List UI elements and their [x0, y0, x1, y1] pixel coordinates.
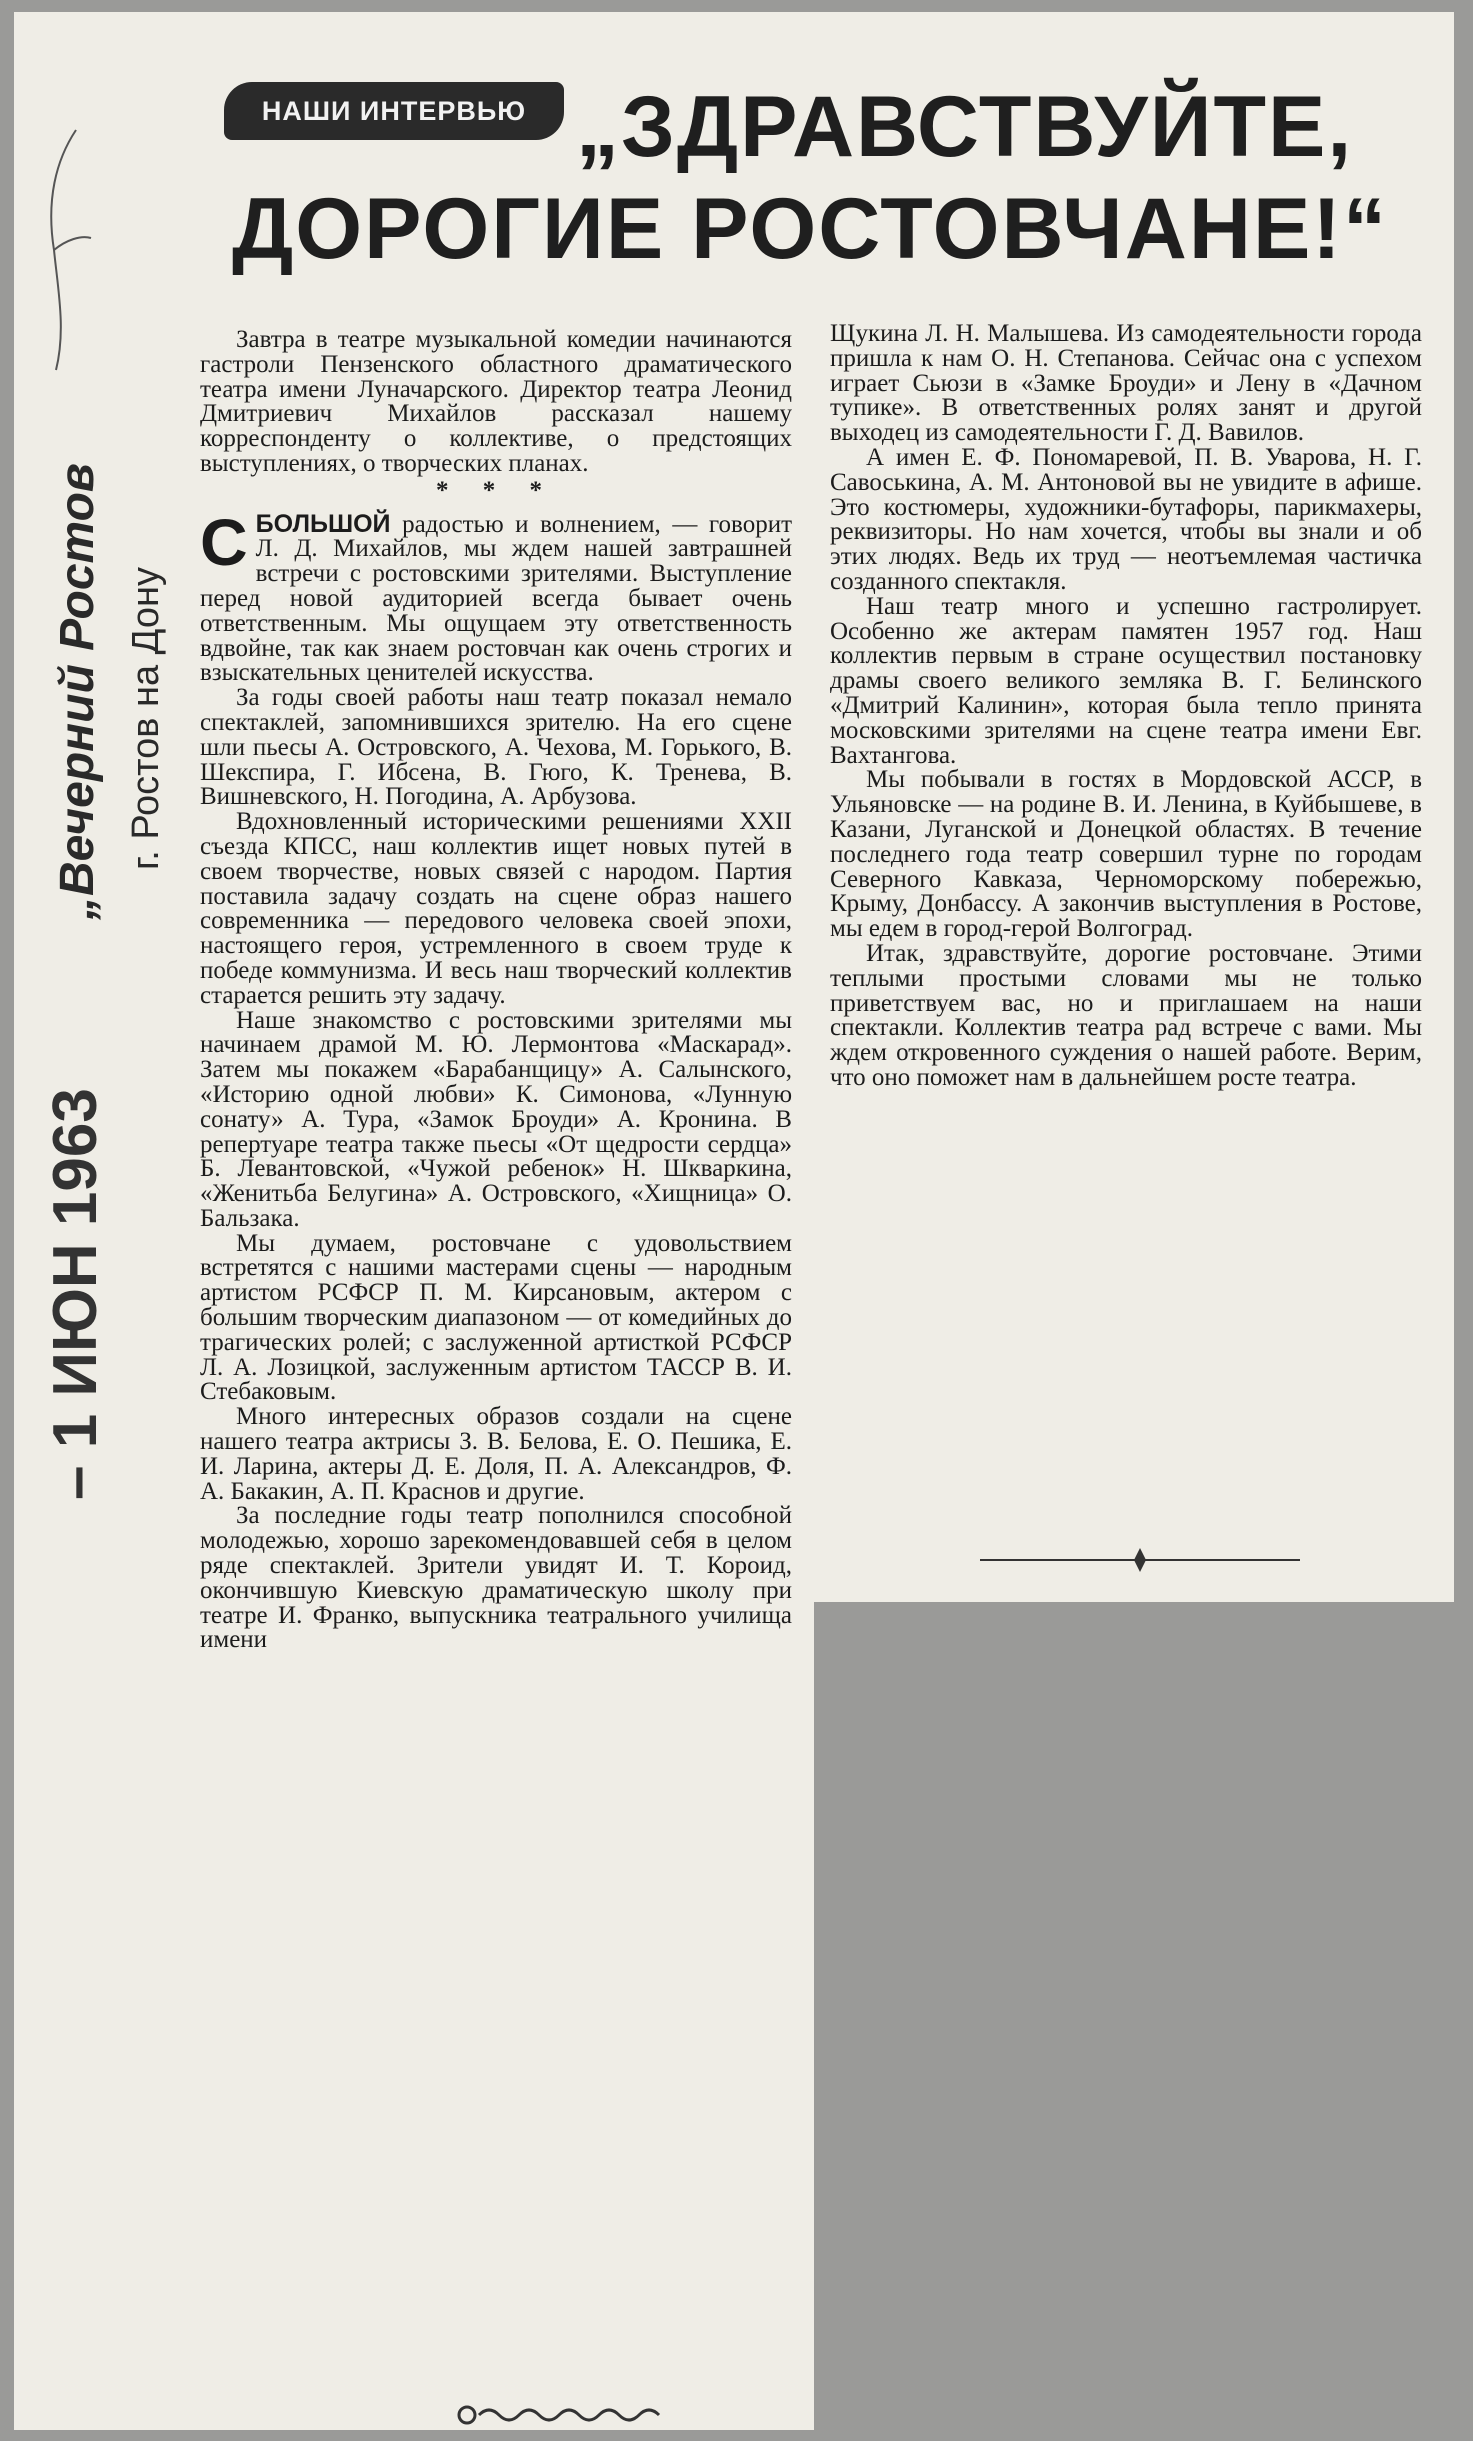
- headline-line-2: ДОРОГИЕ РОСТОВЧАНЕ!“: [232, 181, 1388, 277]
- end-ornament-line: [980, 1545, 1300, 1575]
- newspaper-name-note: „Вечерний Ростов: [51, 463, 104, 920]
- article-paragraph: Много интересных образов создали на сцене нашего театра актрисы З. В. Белова, Е. О. Пешика, Е. И. Ларина, актеры Д. Е. Доля, П. А. Александров, Ф. А. Бакакин, А. П. Краснов и другие.: [200, 1403, 792, 1505]
- article-paragraph: [200, 504, 792, 687]
- end-ornament-wave: [455, 2400, 665, 2430]
- date-stamp: – 1 ИЮН 1963: [41, 1088, 110, 1500]
- article-paragraph: А имен Е. Ф. Пономаревой, П. В. Уварова, Н. Г. Савоськина, А. М. Антоновой вы не увидите в афише. Это костюмеры, художники-бутафоры, парикмахеры, реквизиторы. Но нам хочется, чтобы вы знали и об этих людях. Ведь их труд — неотъемлемая частичка созданного спектакля.: [830, 443, 1422, 595]
- intro-paragraph: Завтра в театре музыкальной комедии начинаются гастроли Пензенского областного драматического театра имени Луначарского. Директор театра Леонид Дмитриевич Михайлов рассказал нашему корреспонденту о коллективе, о предстоящих выступлениях, о творческих планах.: [200, 326, 792, 477]
- article-paragraph: За годы своей работы наш театр показал немало спектаклей, запомнившихся зрителю. На его сцене шли пьесы А. Островского, А. Чехова, М. Горького, В. Шекспира, Г. Ибсена, В. Гюго, К. Тренева, В. Вишневского, Н. Погодина, А. Арбузова.: [200, 684, 792, 811]
- clipping-paper-lower: [14, 1580, 814, 2430]
- article-paragraph: Наше знакомство с ростовскими зрителями мы начинаем драмой М. Ю. Лермонтова «Маскарад». Затем мы покажем «Барабанщицу» А. Салынского, «Историю одной любви» К. Симонова, «Лунную сонату» А. Тура, «Замок Броуди» А. Кронина. В репертуаре театра также пьесы «От щедрости сердца» Б. Левантовской, «Чужой ребенок» Н. Шкваркина, «Женитьба Белугина» А. Островского, «Хищница» О. Бальзака.: [200, 1006, 792, 1232]
- headline-line-1: „ЗДРАВСТВУЙТЕ,: [576, 79, 1354, 175]
- article-paragraph: Наш театр много и успешно гастролирует. Особенно же актерам памятен 1957 год. Наш коллектив первым в стране осуществил постановку драмы своего великого земляка В. Г. Белинского «Дмитрий Калинин», которая была тепло принята московскими зрителями на сцене театра имени Евг. Вахтангова.: [830, 592, 1422, 769]
- article-paragraph: Итак, здравствуйте, дорогие ростовчане. Этими теплыми простыми словами мы не только приветствуем вас, но и приглашаем на наши спектакли. Коллектив театра рад встрече с вами. Мы ждем откровенного суждения о нашей работе. Верим, что оно поможет нам в дальнейшем росте театра.: [830, 939, 1422, 1091]
- article-paragraph: Мы думаем, ростовчане с удовольствием встретятся с нашими мастерами сцены — народным артистом РСФСР П. М. Кирсановым, актером с большим творческим диапазоном — от комедийных до трагических ролей; с заслуженной артисткой РСФСР Л. А. Лозицкой, заслуженным артистом ТАССР В. И. Стебаковым.: [200, 1229, 792, 1406]
- article-paragraph: Щукина Л. Н. Малышева. Из самодеятельности города пришла к нам О. Н. Степанова. Сейчас она с успехом играет Сьюзи в «Замке Броуди» и Лену в «Дачном тупике». В ответственных ролях занят и другой выходец из самодеятельности Г. Д. Вавилов.: [830, 320, 1422, 447]
- article-paragraph: Мы побывали в гостях в Мордовской АССР, в Ульяновске — на родине В. И. Ленина, в Куйбышеве, в Казани, Луганской и Донецкой областях. В течение последнего года театр совершил турне по городам Северного Кавказа, Черноморскому побережью, Крыму, Донбассу. А закончив выступления в Ростове, мы едем в город-герой Волгоград.: [830, 766, 1422, 943]
- paragraph-text: радостью и волнением, — говорит Л. Д. Михайлов, мы ждем нашей завтрашней встречи с ростовскими зрителями. Выступление перед новой аудиторией всегда бывает очень ответственным. Мы ощущаем эту ответственность вдвойне, так как знаем ростовчан как очень строгих и взыскательных ценителей искусства.: [200, 510, 792, 687]
- article-paragraph: За последние годы театр пополнился способной молодежью, хорошо зарекомендовавшей себя в целом ряде спектаклей. Зрители увидят И. Т. Короид, окончившую Киевскую драматическую школу при театре И. Франко, выпускника театрального училища имени: [200, 1502, 792, 1654]
- rubric-badge: НАШИ ИНТЕРВЬЮ: [224, 82, 564, 140]
- section-divider-stars: * * *: [436, 476, 556, 504]
- article-paragraph: Вдохновленный историческими решениями XXII съезда КПСС, наш коллектив ищет новых путей в своем творчестве, новых связей с народом. Партия поставила задачу создать на сцене образ нашего современника — передового человека своей эпохи, настоящего героя, устремленного в своем труде к победе коммунизма. И весь наш творческий коллектив старается решить эту задачу.: [200, 808, 792, 1009]
- city-note: г. Ростов на Дону: [125, 567, 167, 870]
- article-column-2: [830, 322, 1422, 1091]
- article-column-1: [200, 328, 792, 1653]
- pen-scribble-mark: [36, 120, 96, 380]
- lead-word: БОЛЬШОЙ: [255, 509, 391, 538]
- drop-cap: С: [200, 504, 248, 579]
